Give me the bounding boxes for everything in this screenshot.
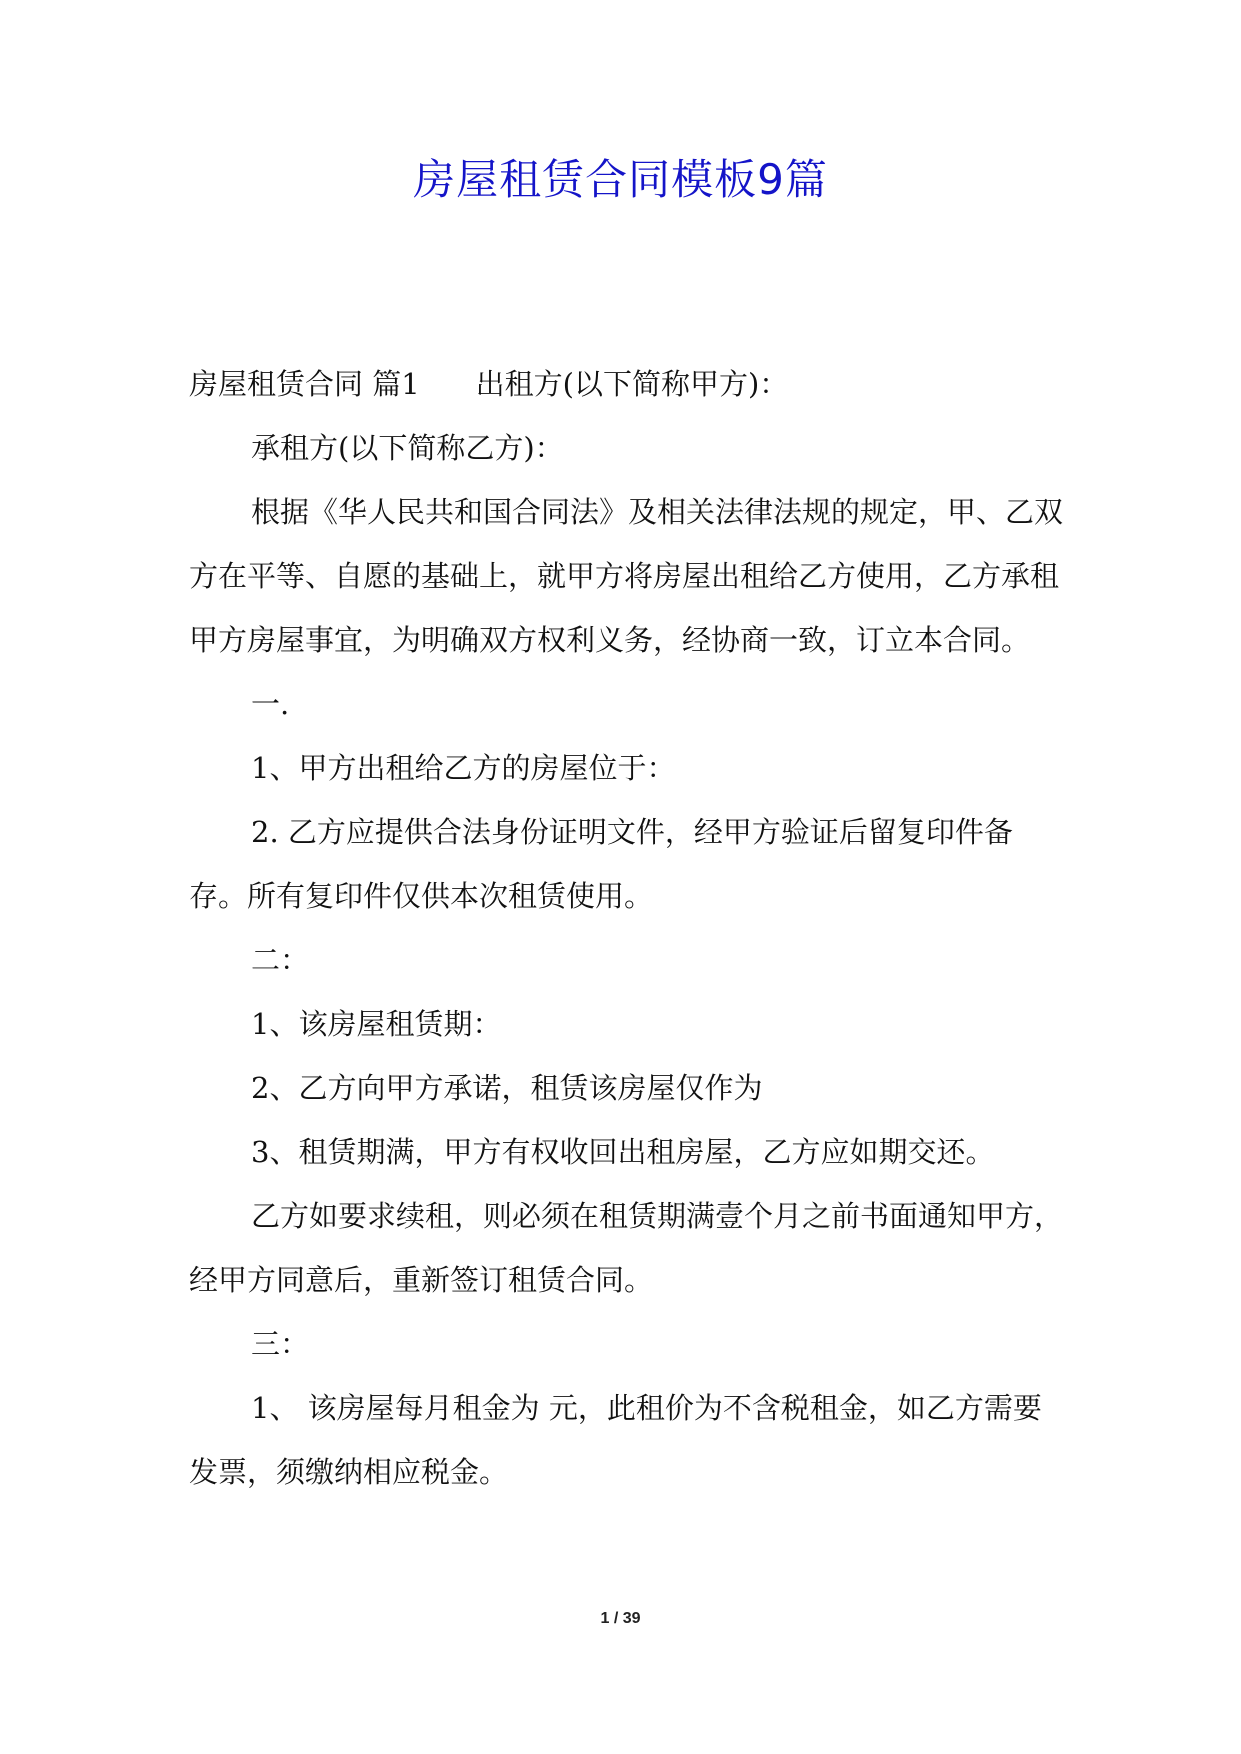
paragraph: 乙方如要求续租，则必须在租赁期满壹个月之前书面通知甲方，经甲方同意后，重新签订租赁合同。: [189, 1199, 1064, 1297]
lessor-line: 出租方(以下简称甲方)：: [475, 367, 789, 401]
paragraph: 1、该房屋租赁期：: [251, 1007, 502, 1041]
section-heading: 二：: [251, 943, 310, 977]
paragraph: 1、 该房屋每月租金为 元，此租价为不含税租金，如乙方需要发票，须缴纳相应税金。: [189, 1391, 1042, 1489]
paragraph: 2. 乙方应提供合法身份证明文件，经甲方验证后留复印件备存。所有复印件仅供本次租赁使用。: [189, 815, 1013, 913]
section-heading: 三：: [251, 1327, 310, 1361]
page-number: 1 / 39: [600, 1610, 641, 1627]
contract-heading: 房屋租赁合同 篇1: [189, 367, 420, 401]
section-heading: 一.: [251, 687, 290, 721]
paragraph: 承租方(以下简称乙方)：: [251, 431, 564, 465]
paragraph: 根据《华人民共和国合同法》及相关法律法规的规定，甲、乙双方在平等、自愿的基础上，就甲方将房屋出租给乙方使用，乙方承租甲方房屋事宜，为明确双方权利义务，经协商一致，订立本合同。: [189, 495, 1064, 657]
document-title: 房屋租赁合同模板9篇: [413, 155, 828, 204]
paragraph: 3、租赁期满，甲方有权收回出租房屋，乙方应如期交还。: [251, 1135, 995, 1169]
paragraph: 1、甲方出租给乙方的房屋位于：: [251, 751, 676, 785]
document-body: [189, 352, 1069, 1504]
first-line: [189, 352, 1069, 416]
paragraph: 2、乙方向甲方承诺，租赁该房屋仅作为: [251, 1071, 763, 1105]
